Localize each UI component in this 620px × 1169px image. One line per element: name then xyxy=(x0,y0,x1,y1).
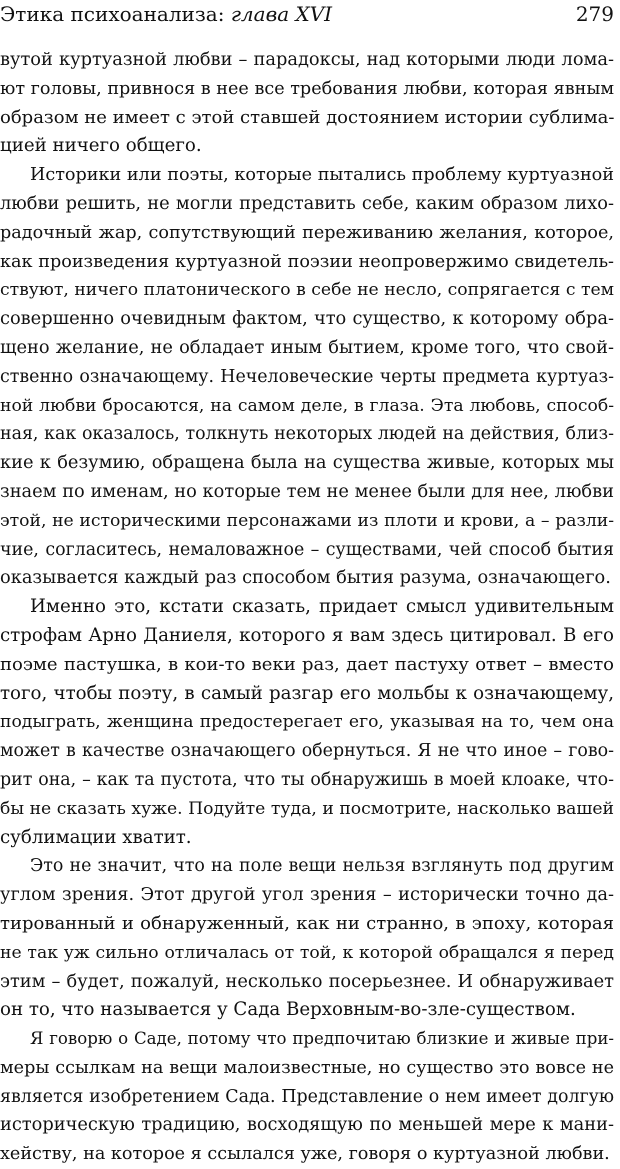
text-line: ственно означающему. Нечеловеческие черты предмета куртуаз- xyxy=(0,366,614,387)
text-line: углом зрения. Этот другой угол зрения – исторически точно да- xyxy=(0,884,614,906)
text-line: меры ссылкам на вещи малоизвестные, но существо это вовсе не xyxy=(0,1057,614,1078)
text-line: ствуют, ничего платонического в себе не несло, сопрягается с тем xyxy=(0,280,614,301)
text-line: оказывается каждый раз способом бытия разума, означающего. xyxy=(0,567,611,589)
text-line: вутой куртуазной любви – парадоксы, над которыми люди лома- xyxy=(0,49,614,70)
text-line: историческую традицию, восходящую по меньшей мере к мани- xyxy=(0,1114,614,1136)
text-line: может в качестве означающего обернуться. Я не что иное – гово- xyxy=(0,741,614,762)
text-line: тированный и обнаруженный, как ни странно, в эпоху, которая xyxy=(0,912,614,934)
text-line: знаем по именам, но которые тем не менее были для нее, любви xyxy=(0,480,614,502)
text-line: цией ничего общего. xyxy=(0,135,202,157)
text-line: как произведения куртуазной поэзии неопровержимо свидетель- xyxy=(0,251,614,272)
running-title xyxy=(0,2,332,26)
text-line: хейству, на которое я ссылался уже, говоря о куртуазной любви. xyxy=(0,1144,610,1165)
text-line: Я говорю о Саде, потому что предпочитаю близкие и живые при- xyxy=(30,1029,614,1049)
text-line: этим – будет, пожалуй, несколько посерьезнее. И обнаруживает xyxy=(0,970,614,992)
text-line: сублимации хватит. xyxy=(0,826,192,848)
text-line: Историки или поэты, которые пытались проблему куртуазной xyxy=(30,165,614,186)
text-line: ная, как оказалось, толкнуть некоторых людей на действия, близ- xyxy=(0,424,614,445)
body-text xyxy=(0,46,614,1169)
text-line: подыграть, женщина предостерегает его, указывая на то, чем она xyxy=(0,712,614,733)
text-line: щено желание, не обладает иным бытием, кроме того, что свой- xyxy=(0,336,614,358)
book-title: Этика психоанализа: xyxy=(0,2,231,26)
text-line: рит она, – как та пустота, что ты обнаружишь в моей клоаке, что- xyxy=(0,769,614,790)
text-line: кие к безумию, обращена была на существа живые, которых мы xyxy=(0,452,614,474)
chapter-label: глава XVI xyxy=(230,2,333,26)
text-line: ют головы, привнося в нее все требования любви, которая явным xyxy=(0,78,615,99)
text-line: поэме пастушка, в кои-то веки раз, дает пастуху ответ – вместо xyxy=(0,653,614,675)
page-number: 279 xyxy=(575,2,614,26)
text-line: этой, не историческими персонажами из плоти и крови, а – разли- xyxy=(0,510,614,531)
text-line: бы не сказать хуже. Подуйте туда, и посмотрите, насколько вашей xyxy=(0,798,614,819)
text-line: совершенно очевидным фактом, что существо, к которому обра- xyxy=(0,308,614,330)
text-line: Именно это, кстати сказать, придает смысл удивительным xyxy=(30,596,614,618)
text-line: ной любви бросаются, на самом деле, в глаза. Эта любовь, способ- xyxy=(0,395,614,416)
text-line: любви решить, не могли представить себе, каким образом лихо- xyxy=(0,192,614,214)
text-line: не так уж сильно отличалась от той, к которой обращался я перед xyxy=(0,942,614,963)
text-line: является изобретением Сада. Представление о нем имеет долгую xyxy=(0,1086,614,1107)
text-line: радочный жар, сопутствующий переживанию желания, которое, xyxy=(0,222,614,243)
text-line: образом не имеет с этой ставшей достоянием истории сублима- xyxy=(0,106,615,128)
text-line: он то, что называется у Сада Верховным-во-зле-существом. xyxy=(0,999,576,1021)
text-line: того, чтобы поэту, в самый разгар его мольбы к означающему, xyxy=(0,682,614,704)
text-line: строфам Арно Даниеля, которого я вам здесь цитировал. В его xyxy=(0,624,614,646)
running-header xyxy=(0,0,620,36)
text-line: чие, согласитесь, немаловажное – существами, чей способ бытия xyxy=(0,539,614,560)
text-line: Это не значит, что на поле вещи нельзя взглянуть под другим xyxy=(30,856,614,877)
